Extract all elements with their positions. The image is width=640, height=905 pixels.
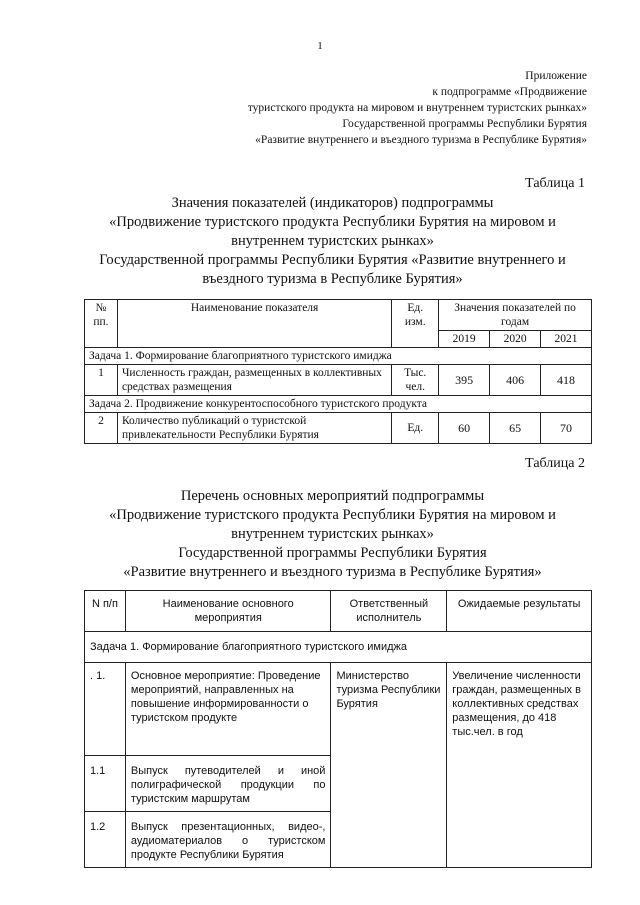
row-name: Выпуск презентационных, видео-, аудиоматериалов о туристском продукте Республики Бурятия xyxy=(125,812,331,868)
appendix-line: Государственной программы Республики Бурятия xyxy=(342,118,587,130)
table2-label: Таблица 2 xyxy=(525,456,585,471)
task-title: Задача 1. Формирование благоприятного туристского имиджа xyxy=(85,348,592,365)
task-row xyxy=(85,632,592,663)
task-row xyxy=(85,348,592,365)
header-name: Наименование основного мероприятия xyxy=(125,591,331,632)
row-name: Основное мероприятие: Проведение мероприятий, направленных на повышение информированности о туристском продукте xyxy=(125,663,331,756)
appendix-header xyxy=(248,68,587,148)
appendix-line: Приложение xyxy=(525,70,587,82)
heading-line: въездного туризма в Республике Бурятия» xyxy=(202,271,463,287)
row-value: 60 xyxy=(439,413,490,444)
heading-line: Значения показателей (индикаторов) подпрограммы xyxy=(171,195,494,211)
header-results: Ожидаемые результаты xyxy=(447,591,592,632)
activities-table xyxy=(84,590,592,868)
row-num: 1.1 xyxy=(85,756,126,812)
table2-heading xyxy=(60,487,605,582)
heading-line: «Продвижение туристского продукта Республики Бурятия на мировом и xyxy=(109,507,556,523)
header-unit: Ед. изм. xyxy=(392,300,439,348)
header-year: 2021 xyxy=(541,331,592,348)
row-value: 418 xyxy=(541,365,592,396)
header-year: 2020 xyxy=(490,331,541,348)
table-row xyxy=(85,663,592,756)
heading-line: «Продвижение туристского продукта Республики Бурятия на мировом и xyxy=(109,214,556,230)
task-title: Задача 2. Продвижение конкурентоспособного туристского продукта xyxy=(85,396,592,413)
header-name: Наименование показателя xyxy=(117,300,391,348)
row-name: Количество публикаций о туристской привлекательности Республики Бурятия xyxy=(117,413,391,444)
table1-label: Таблица 1 xyxy=(525,176,585,191)
heading-line: Государственной программы Республики Бурятия xyxy=(178,545,487,561)
header-num: № пп. xyxy=(85,300,118,348)
heading-line: внутреннем туристских рынках» xyxy=(231,526,434,542)
appendix-line: туристского продукта на мировом и внутреннем туристских рынках» xyxy=(247,102,587,114)
row-num: . 1. xyxy=(85,663,126,756)
row-num: 1 xyxy=(85,365,118,396)
heading-line: Перечень основных мероприятий подпрограммы xyxy=(180,488,485,504)
row-responsible: Министерство туризма Республики Бурятия xyxy=(331,663,447,868)
table-row xyxy=(85,413,592,444)
page-number: 1 xyxy=(317,40,323,52)
heading-line: внутреннем туристских рынках» xyxy=(231,233,434,249)
table1-heading xyxy=(60,194,605,289)
row-unit: Тыс. чел. xyxy=(392,365,439,396)
row-value: 406 xyxy=(490,365,541,396)
appendix-line: «Развитие внутреннего и въездного туризма в Республике Бурятия» xyxy=(255,134,587,146)
heading-line: «Развитие внутреннего и въездного туризма в Республике Бурятия» xyxy=(123,564,542,580)
header-year: 2019 xyxy=(439,331,490,348)
row-value: 395 xyxy=(439,365,490,396)
row-unit: Ед. xyxy=(392,413,439,444)
row-value: 70 xyxy=(541,413,592,444)
appendix-line: к подпрограмме «Продвижение xyxy=(432,86,587,98)
header-responsible: Ответственный исполнитель xyxy=(331,591,447,632)
row-num: 1.2 xyxy=(85,812,126,868)
table-row xyxy=(85,365,592,396)
table-header-row xyxy=(85,591,592,632)
row-name: Численность граждан, размещенных в коллективных средствах размещения xyxy=(117,365,391,396)
task-title: Задача 1. Формирование благоприятного туристского имиджа xyxy=(85,632,592,663)
task-row xyxy=(85,396,592,413)
heading-line: Государственной программы Республики Бурятия «Развитие внутреннего и xyxy=(99,252,566,268)
header-num: N п/п xyxy=(85,591,126,632)
table-header-row xyxy=(85,300,592,331)
row-name: Выпуск путеводителей и иной полиграфической продукции по туристским маршрутам xyxy=(125,756,331,812)
header-values: Значения показателей по годам xyxy=(439,300,592,331)
row-value: 65 xyxy=(490,413,541,444)
row-results: Увеличение численности граждан, размещенных в коллективных средствах размещения, до 418 тыс.чел. в год xyxy=(447,663,592,868)
row-num: 2 xyxy=(85,413,118,444)
indicators-table xyxy=(84,299,592,444)
